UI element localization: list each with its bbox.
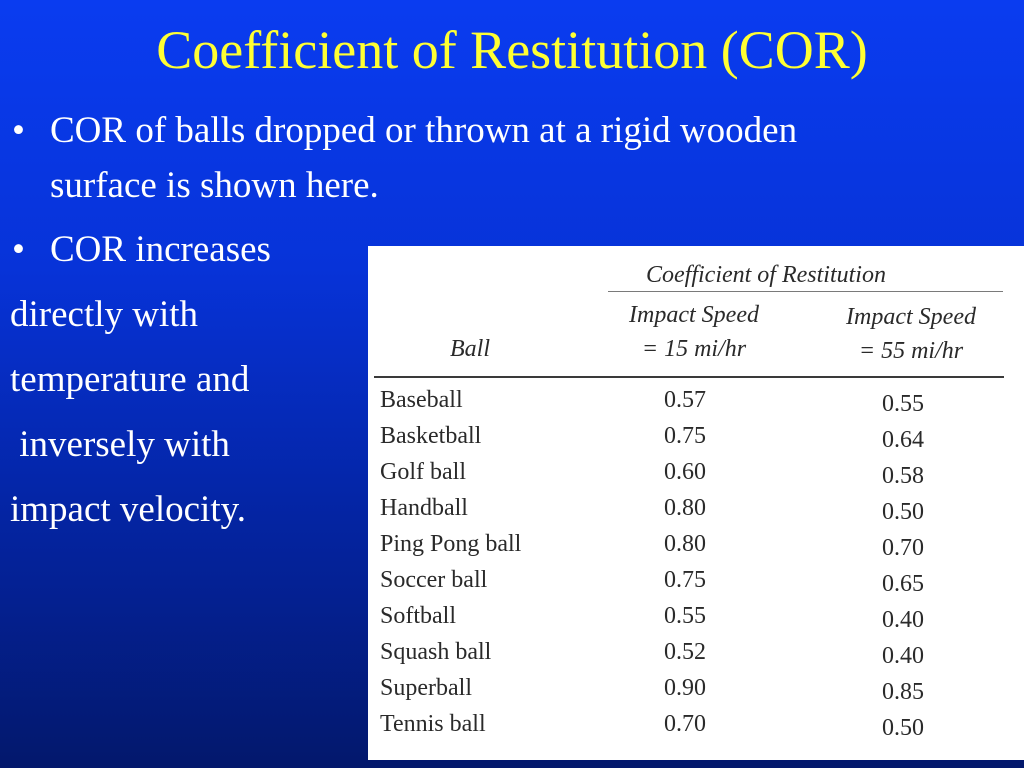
table-row: [368, 382, 1024, 418]
cell-speed55: 0.55: [882, 391, 924, 417]
bullet-1-line-2: surface is shown here.: [50, 165, 379, 206]
column-header-55mph: [818, 300, 1004, 368]
cell-ball: Superball: [380, 675, 472, 701]
cor-table: [368, 246, 1024, 760]
table-row: [368, 490, 1024, 526]
cell-speed55: 0.40: [882, 607, 924, 633]
cell-speed15: 0.80: [664, 495, 706, 521]
bullet-2-line-3: temperature and: [10, 359, 250, 400]
cell-speed55: 0.70: [882, 535, 924, 561]
table-row: [368, 418, 1024, 454]
cell-speed55: 0.40: [882, 643, 924, 669]
table-row: [368, 526, 1024, 562]
cell-ball: Soccer ball: [380, 567, 488, 593]
cell-speed15: 0.75: [664, 567, 706, 593]
table-row: [368, 670, 1024, 706]
cell-ball: Basketball: [380, 423, 482, 449]
cell-ball: Baseball: [380, 387, 463, 413]
table-row: [368, 454, 1024, 490]
table-body: [368, 382, 1024, 742]
bullet-1-line-1: COR of balls dropped or thrown at a rigid wooden: [50, 110, 798, 151]
slide-title: Coefficient of Restitution (COR): [156, 20, 868, 80]
bullet-2-line-4: inversely with: [10, 424, 230, 465]
cell-speed15: 0.60: [664, 459, 706, 485]
cell-speed15: 0.90: [664, 675, 706, 701]
cell-speed15: 0.55: [664, 603, 706, 629]
table-row: [368, 634, 1024, 670]
cell-ball: Handball: [380, 495, 468, 521]
cell-speed15: 0.75: [664, 423, 706, 449]
cell-ball: Squash ball: [380, 639, 492, 665]
column-header-15mph-line-1: Impact Speed: [629, 302, 759, 328]
column-header-ball: Ball: [450, 336, 490, 362]
cell-speed55: 0.85: [882, 679, 924, 705]
table-row: [368, 562, 1024, 598]
cell-ball: Golf ball: [380, 459, 466, 485]
column-header-55mph-line-1: Impact Speed: [846, 304, 976, 330]
bullet-2: [12, 222, 362, 277]
cell-speed15: 0.52: [664, 639, 706, 665]
group-heading-rule: [608, 291, 1003, 292]
cell-speed55: 0.64: [882, 427, 924, 453]
cell-speed15: 0.80: [664, 531, 706, 557]
header-rule: [374, 376, 1004, 378]
column-header-15mph-line-2: = 15 mi/hr: [641, 336, 747, 362]
table-row: [368, 598, 1024, 634]
bullet-1-dot: •: [12, 110, 25, 151]
cell-speed15: 0.70: [664, 711, 706, 737]
cell-speed55: 0.50: [882, 499, 924, 525]
cell-speed55: 0.65: [882, 571, 924, 597]
table-row: [368, 706, 1024, 742]
column-header-55mph-line-2: = 55 mi/hr: [858, 338, 964, 364]
bullet-1: [12, 103, 1002, 213]
cell-speed55: 0.50: [882, 715, 924, 741]
cell-speed55: 0.58: [882, 463, 924, 489]
bullet-2-dot: •: [12, 229, 25, 270]
cell-speed15: 0.57: [664, 387, 706, 413]
cell-ball: Tennis ball: [380, 711, 486, 737]
cell-ball: Softball: [380, 603, 456, 629]
bullet-2-line-2: directly with: [10, 294, 199, 335]
table-group-heading: Coefficient of Restitution: [646, 262, 886, 288]
cell-ball: Ping Pong ball: [380, 531, 522, 557]
column-header-15mph: [604, 298, 784, 366]
bullet-2-line-1: COR increases: [50, 229, 271, 270]
bullet-2-line-5: impact velocity.: [10, 489, 246, 530]
